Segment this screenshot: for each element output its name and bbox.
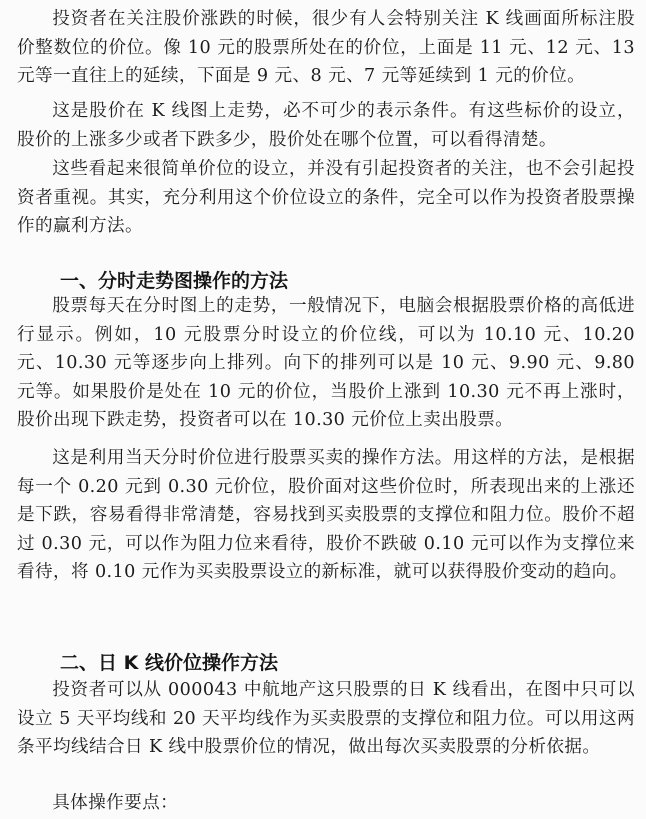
section-1-heading: 一、分时走势图操作的方法 <box>60 270 289 292</box>
intro-paragraph-2: 这是股价在 K 线图上走势，必不可少的表示条件。有这些标价的设立，股价的上涨多少或者下跌多少，股价处在哪个位置，可以看得清楚。 <box>17 101 635 150</box>
intro-paragraph-1: 投资者在关注股价涨跌的时候，很少有人会特别关注 K 线画面所标注股价整数位的价位。像 10 元的股票所处在的价位，上面是 11 元、12 元、13 元等一直往上的延续，下面是 9 元、8 元、7 元等延续到 1 元的价位。 <box>17 9 635 86</box>
section-2-heading: 二、日 K 线价位操作方法 <box>60 652 278 674</box>
intro-paragraph-3: 这些看起来很简单价位的设立，并没有引起投资者的关注，也不会引起投资者重视。其实，充分利用这个价位设立的条件，完全可以作为投资者股票操作的赢利方法。 <box>17 159 635 236</box>
section-1-paragraph-1: 股票每天在分时图上的走势，一般情况下，电脑会根据股票价格的高低进行显示。例如，10 元股票分时设立的价位线，可以为 10.10 元、10.20 元、10.30 元等逐步向上排列。向下的排列可以是 10 元、9.90 元、9.80 元等。如果股价是处在 10 元的价位，当股价上涨到 10.30 元不再上涨时，股价出现下跌走势，投资者可以在 10.30 元价位上卖出股票。 <box>17 296 635 430</box>
section-1-paragraph-2: 这是利用当天分时价位进行股票买卖的操作方法。用这样的方法，是根据每一个 0.20 元到 0.30 元价位，股价面对这些价位时，所表现出来的上涨还是下跌，容易看得非常清楚，容易找到买卖股票的支撑位和阻力位。股价不超过 0.30 元，可以作为阻力位来看待，股价不跌破 0.10 元可以作为支撑位来看待，将 0.10 元作为买卖股票设立的新标准，就可以获得股价变动的趋向。 <box>17 448 635 582</box>
section-2-paragraph-2: 具体操作要点： <box>52 793 179 813</box>
section-2-paragraph-1: 投资者可以从 000043 中航地产这只股票的日 K 线看出，在图中只可以设立 5 天平均线和 20 天平均线作为买卖股票的支撑位和阻力位。可以用这两条平均线结合日 K 线中股票价位的情况，做出每次买卖股票的分析依据。 <box>17 680 635 757</box>
